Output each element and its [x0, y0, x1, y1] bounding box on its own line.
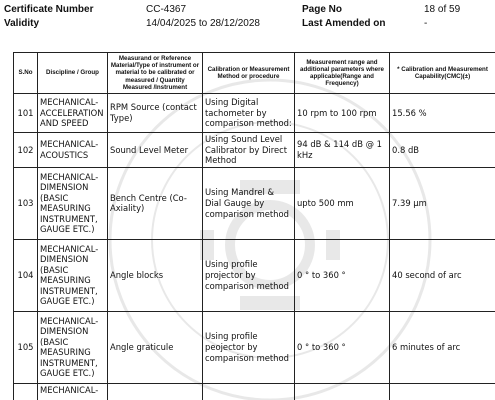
- table-row: [14, 167, 495, 239]
- cell-cmc: 6 minutes of arc: [390, 311, 495, 383]
- page-no-value: 18 of 59: [424, 4, 461, 15]
- table-header-row: [14, 53, 495, 94]
- cell-measurand: Sound Level Meter: [108, 133, 203, 168]
- cell-range: 94 dB & 114 dB @ 1 kHz: [295, 133, 390, 168]
- cell-sno: 105: [14, 311, 38, 383]
- cell-discipline: MECHANICAL- ACCELERATION AND SPEED: [38, 94, 108, 133]
- cell-discipline: MECHANICAL- DIMENSION (BASIC MEASURING INSTRUMENT, GAUGE ETC.): [38, 167, 108, 239]
- table-row: [14, 94, 495, 133]
- cell-range: 0 ° to 360 °: [295, 311, 390, 383]
- last-amended-label: Last Amended on: [302, 18, 386, 29]
- column-header-range: Measurement range and additional parameters where applicable(Range and Frequency): [295, 53, 390, 94]
- table-row: [14, 311, 495, 383]
- cell-method: Using Digital tachometer by comparison method:: [203, 94, 295, 133]
- cell-discipline: MECHANICAL-: [38, 383, 108, 400]
- cell-method: Using profile projector by comparison method: [203, 239, 295, 311]
- cell-measurand: Bench Centre (Co- Axiality): [108, 167, 203, 239]
- cell-sno: 103: [14, 167, 38, 239]
- table-row: [14, 133, 495, 168]
- cell-cmc: 15.56 %: [390, 94, 495, 133]
- cell-sno: [14, 383, 38, 400]
- cell-range: upto 500 mm: [295, 167, 390, 239]
- certificate-number-label: Certificate Number: [4, 4, 94, 15]
- cell-range: 10 rpm to 100 rpm: [295, 94, 390, 133]
- column-header-measurand: Measurand or Reference Material/Type of instrument or material to be calibrated or measured / Quantity Measured /Instrument: [108, 53, 203, 94]
- cell-measurand: Angle blocks: [108, 239, 203, 311]
- table-row: [14, 239, 495, 311]
- cell-cmc: 0.8 dB: [390, 133, 495, 168]
- cell-measurand: Angle graticule: [108, 311, 203, 383]
- cell-discipline: MECHANICAL- DIMENSION (BASIC MEASURING INSTRUMENT, GAUGE ETC.): [38, 239, 108, 311]
- column-header-discipline: Discipline / Group: [38, 53, 108, 94]
- cell-measurand: [108, 383, 203, 400]
- column-header-sno: S.No: [14, 53, 38, 94]
- table-row: [14, 383, 495, 400]
- cell-method: Using profile peojector by comparison method: [203, 311, 295, 383]
- cell-method: Using Mandrel & Dial Gauge by comparison method: [203, 167, 295, 239]
- cell-sno: 102: [14, 133, 38, 168]
- cell-discipline: MECHANICAL- DIMENSION (BASIC MEASURING INSTRUMENT, GAUGE ETC.): [38, 311, 108, 383]
- calibration-table: [13, 52, 495, 400]
- validity-value: 14/04/2025 to 28/12/2028: [146, 18, 260, 29]
- cell-sno: 101: [14, 94, 38, 133]
- cell-cmc: 40 second of arc: [390, 239, 495, 311]
- cell-measurand: RPM Source (contact Type): [108, 94, 203, 133]
- cell-range: [295, 383, 390, 400]
- cell-discipline: MECHANICAL- ACOUSTICS: [38, 133, 108, 168]
- cell-range: 0 ° to 360 °: [295, 239, 390, 311]
- cell-method: Using Sound Level Calibrator by Direct Method: [203, 133, 295, 168]
- column-header-method: Calibration or Measurement Method or procedure: [203, 53, 295, 94]
- cell-method: [203, 383, 295, 400]
- column-header-cmc: * Calibration and Measurement Capability(CMC)(±): [390, 53, 495, 94]
- certificate-header: [0, 0, 495, 36]
- cell-cmc: 7.39 µm: [390, 167, 495, 239]
- page-no-label: Page No: [302, 4, 343, 15]
- validity-label: Validity: [4, 18, 40, 29]
- cell-cmc: [390, 383, 495, 400]
- certificate-number-value: CC-4367: [146, 4, 187, 15]
- last-amended-value: -: [424, 18, 428, 29]
- cell-sno: 104: [14, 239, 38, 311]
